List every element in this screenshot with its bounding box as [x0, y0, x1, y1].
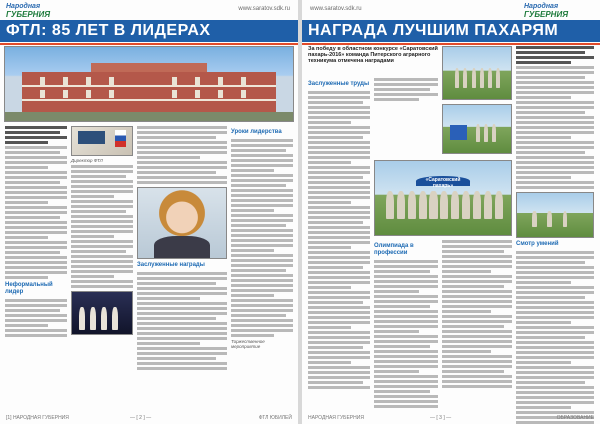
right-column-2b	[374, 240, 438, 410]
right-column-4	[516, 46, 594, 424]
footer-page-number-right: — [ 3 ] —	[430, 415, 452, 421]
footer-page-number: — [ 2 ] —	[130, 415, 152, 421]
tractor-photo	[442, 104, 512, 154]
award-photo	[516, 192, 594, 238]
footer-right-right-page: ОБРАЗОВАНИЕ	[556, 415, 594, 421]
right-column-3b	[442, 240, 512, 390]
subhead-review: Смотр умений	[516, 241, 559, 247]
right-column-1	[308, 78, 370, 391]
site-url-right: www.saratov.sdk.ru	[310, 6, 362, 12]
left-column-2	[71, 126, 133, 335]
left-column-3	[137, 126, 227, 372]
stage-photo	[71, 291, 133, 335]
footer-left-right-page: НАРОДНАЯ ГУБЕРНИЯ	[308, 415, 364, 421]
site-url: www.saratov.sdk.ru	[238, 6, 290, 12]
subhead-olympiad: Олимпиада в профессии	[374, 243, 414, 256]
masthead-logo-right	[524, 3, 594, 19]
footer-left: [1] НАРОДНАЯ ГУБЕРНИЯ	[6, 415, 69, 421]
footer-right: ФТЛ ЮБИЛЕЙ	[258, 415, 292, 421]
headline-text: ФТЛ: 85 ЛЕТ В ЛИДЕРАХ	[6, 22, 211, 39]
team-photo	[442, 46, 512, 100]
director-portrait	[137, 187, 227, 259]
banner-text: «Саратовский пахарь»	[425, 177, 461, 190]
page-headline-right	[302, 20, 600, 42]
masthead-line1: Народная	[6, 3, 41, 10]
masthead-line2-right: ГУБЕРНИЯ	[524, 10, 569, 19]
left-column-1	[5, 126, 67, 339]
masthead-line1-right: Народная	[524, 3, 559, 10]
subhead-works: Заслуженные труды	[308, 81, 370, 87]
headline-rule-right	[302, 43, 600, 45]
stage-caption: Торжественное мероприятие	[231, 339, 265, 349]
page-headline	[0, 20, 298, 42]
building-photo	[4, 46, 294, 122]
deck-text: За победу в областном конкурсе «Саратовский пахарь-2016» команда Питерского аграрного техникума отмечена наградами	[308, 46, 438, 64]
right-page	[302, 0, 600, 424]
contest-banner-photo	[374, 160, 512, 236]
subhead-lessons: Уроки лидерства	[231, 129, 282, 135]
masthead-logo	[6, 3, 76, 19]
office-caption: Директор ФТЛ	[71, 158, 103, 163]
office-photo	[71, 126, 133, 156]
masthead-line2: ГУБЕРНИЯ	[6, 10, 51, 19]
headline-text-right: НАГРАДА ЛУЧШИМ ПАХАРЯМ	[308, 22, 559, 39]
left-column-4	[231, 126, 293, 349]
right-column-2	[374, 78, 438, 103]
subhead-leader: Неформальный лидер	[5, 282, 53, 295]
left-page	[0, 0, 298, 424]
headline-rule	[0, 43, 298, 45]
subhead-awards: Заслуженные награды	[137, 262, 205, 268]
